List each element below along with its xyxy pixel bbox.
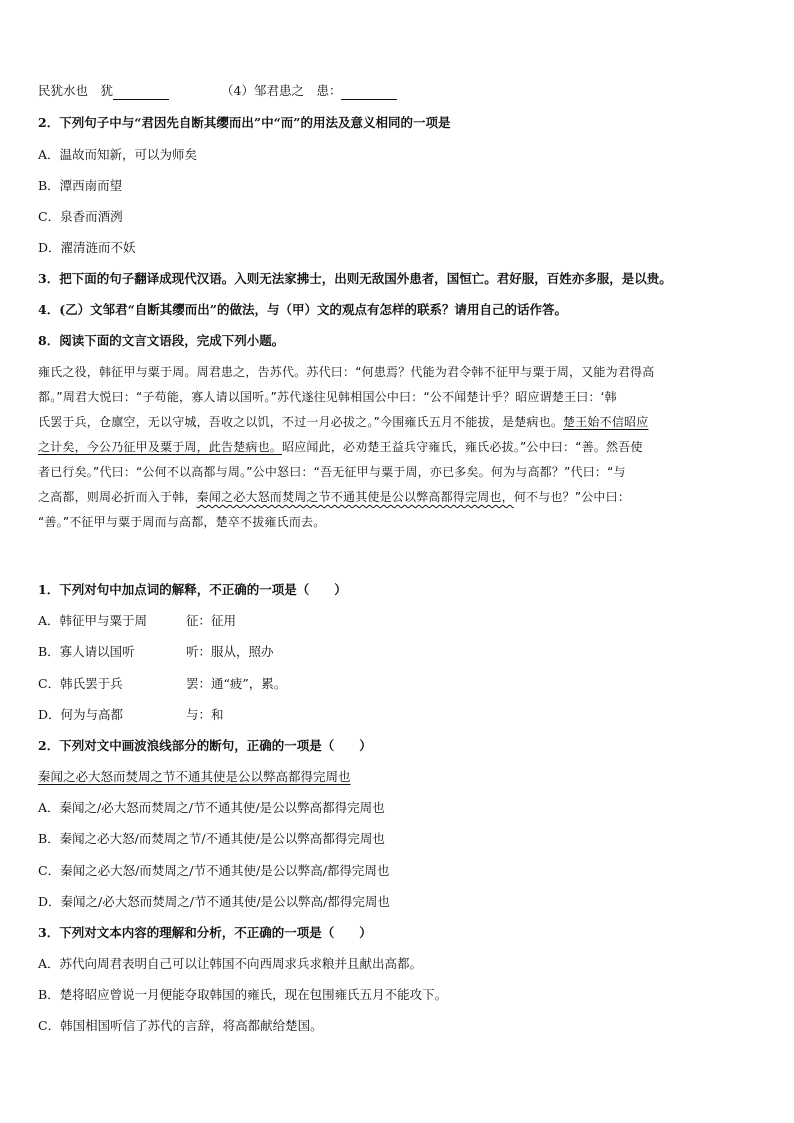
passage-line-6-a: 之高都，则周必折而入于韩，	[38, 490, 197, 504]
sub2-option-c: C．秦闻之必大怒/而焚周之/节不通其使/是公以弊高/都得完周也	[38, 863, 390, 878]
sub1-option-c	[38, 675, 778, 693]
sub1-option-d	[38, 706, 778, 724]
blank-item-4-text: （4）邹君患之 患：	[221, 83, 342, 98]
sub1-option-a-term: A．韩征甲与粟于周	[38, 613, 148, 628]
passage-line-1: 雍氏之役，韩征甲与粟于周。周君患之，告苏代。苏代曰：“何患焉？代能为君令韩不征甲与粟于周，又能为君得高	[38, 365, 655, 379]
sub3-option-a: A．苏代向周君表明自己可以让韩国不向西周求兵求粮并且献出高都。	[38, 956, 423, 971]
q2a-option-c: C．泉香而酒洌	[38, 209, 123, 224]
wavy-underlined-sentence: 秦闻之必大怒而焚周之节不通其使是公以弊高都得完周也，	[196, 490, 514, 504]
sub1-option-a-gloss: 征：征用	[186, 613, 237, 628]
question-2a: 2．下列句子中与“君因先自断其缨而出”中“而”的用法及意义相同的一项是	[38, 115, 451, 130]
sub1-option-c-term: C．韩氏罢于兵	[38, 676, 123, 691]
passage-line-4-text: 昭应闻此，必劝楚王益兵守雍氏，雍氏必拔。”公中曰：“善。然吾使	[282, 440, 643, 454]
question-8: 8．阅读下面的文言文语段，完成下列小题。	[38, 333, 285, 348]
blank-item-3-text: 民犹水也 犹	[38, 83, 114, 98]
sub1-option-d-gloss: 与：和	[186, 707, 224, 722]
answer-blank-4[interactable]	[341, 85, 397, 100]
passage-line-6-b: 何不与也？”公中曰：	[513, 490, 631, 504]
sub1-option-b-gloss: 听：服从，照办	[186, 644, 274, 659]
question-3a: 3．把下面的句子翻译成现代汉语。入则无法家拂士，出则无敌国外患者，国恒亡。君好服，百姓亦多服，是以贵。	[38, 271, 672, 286]
sub1-option-c-gloss: 罢：通“疲”，累。	[186, 676, 287, 691]
underlined-sentence-part-1: 楚王始不信昭应	[563, 415, 649, 429]
passage-line-4	[38, 435, 764, 460]
sub2-option-d: D．秦闻之/必大怒而焚周之/节不通其使/是公以弊高/都得完周也	[38, 894, 390, 909]
passage-line-6	[38, 485, 764, 510]
passage-line-5: 者已行矣。”代曰：“公何不以高都与周。”公中怒曰：“吾无征甲与粟于周，亦已多矣。何为与高都？”代曰：“与	[38, 465, 626, 479]
sub-question-3: 3．下列对文本内容的理解和分析，不正确的一项是（ ）	[38, 925, 372, 940]
sub2-option-b: B．秦闻之必大怒/而焚周之节/不通其使/是公以弊高都得完周也	[38, 831, 385, 846]
classical-passage	[38, 360, 764, 535]
sub1-option-b	[38, 643, 778, 661]
passage-line-3	[38, 410, 764, 435]
q2a-option-a: A．温故而知新，可以为师矣	[38, 147, 198, 162]
sub3-option-b: B．楚将昭应曾说一月便能夺取韩国的雍氏，现在包围雍氏五月不能攻下。	[38, 987, 448, 1002]
sub1-option-b-term: B．寡人请以国听	[38, 644, 135, 659]
sub2-sentence	[38, 768, 778, 786]
question-4a: 4．(乙）文邹君“自断其缨而出”的做法，与（甲）文的观点有怎样的联系？请用自己的话作答。	[38, 302, 567, 317]
q2a-option-b: B．潭西南而望	[38, 178, 123, 193]
sub-question-2: 2．下列对文中画波浪线部分的断句，正确的一项是（ ）	[38, 738, 372, 753]
sub1-option-a	[38, 612, 778, 630]
sub3-option-c: C．韩国相国听信了苏代的言辞，将高都献给楚国。	[38, 1018, 323, 1033]
passage-line-3-text: 氏罢于兵，仓廪空，无以守城，吾收之以饥，不过一月必拔之。”今围雍氏五月不能拔，是楚病也。	[38, 415, 564, 429]
passage-line-2: 都。”周君大悦曰：“子苟能，寡人请以国听。”苏代遂往见韩相国公中曰：“公不闻楚计乎？昭应谓楚王曰：‘韩	[38, 390, 617, 404]
answer-blank-3[interactable]	[113, 85, 169, 100]
fill-blank-line	[38, 82, 778, 100]
passage-line-7: “善。”不征甲与粟于周而与高都，楚卒不拔雍氏而去。	[38, 515, 326, 529]
sub2-sentence-text: 秦闻之必大怒而焚周之节不通其使是公以弊高都得完周也	[38, 769, 351, 784]
sub-question-1: 1．下列对句中加点词的解释，不正确的一项是（ ）	[38, 582, 347, 597]
sub1-option-d-term: D．何为与高都	[38, 707, 124, 722]
q2a-option-d: D．濯清涟而不妖	[38, 240, 136, 255]
underlined-sentence-part-2: 之计矣，今公乃征甲及粟于周，此告楚病也。	[38, 440, 283, 454]
sub2-option-a: A．秦闻之/必大怒而焚周之/节不通其使/是公以弊高都得完周也	[38, 800, 385, 815]
